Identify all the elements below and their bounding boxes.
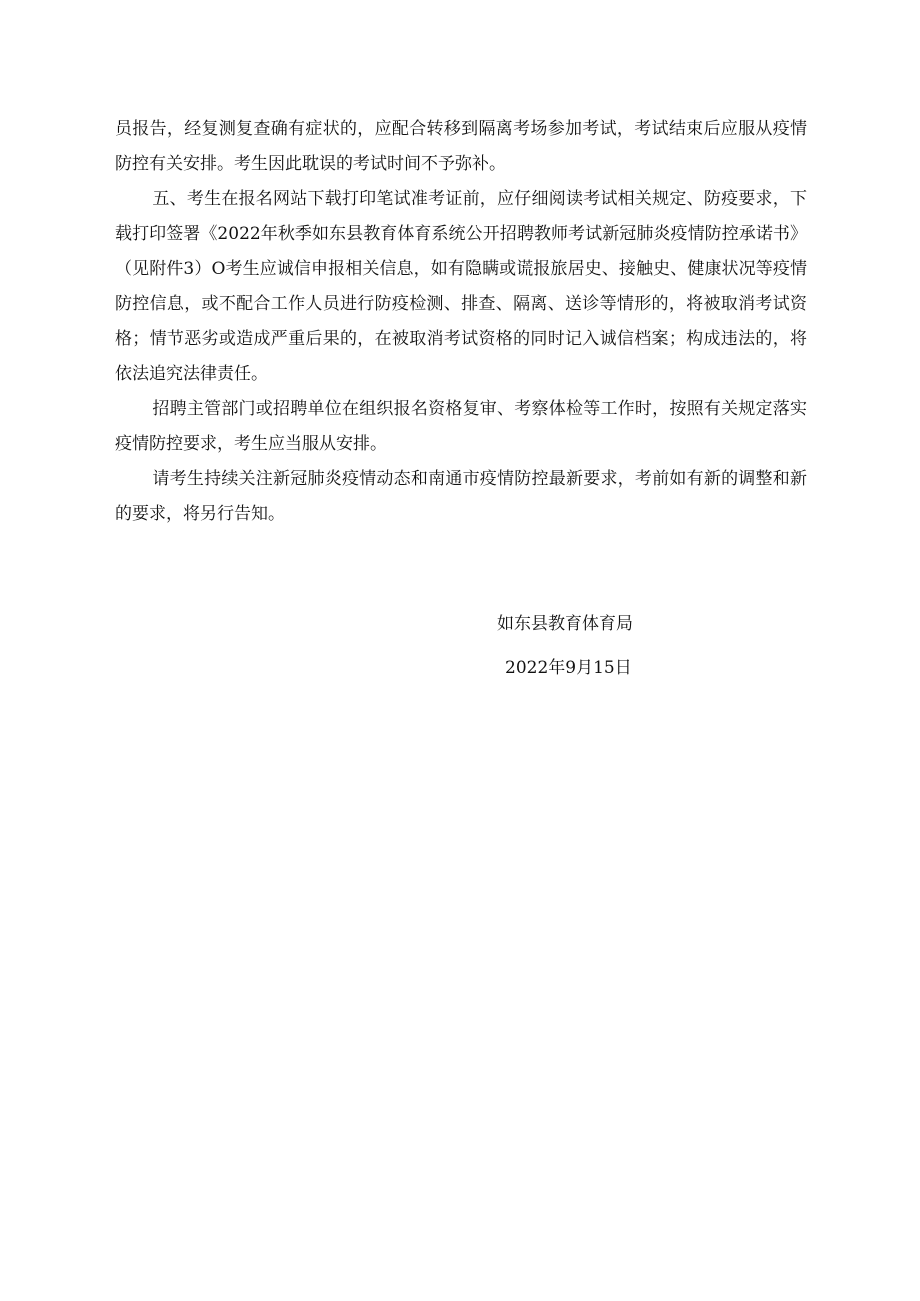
signature-date: 2022年9月15日 <box>505 658 632 678</box>
signature-organization: 如东县教育体育局 <box>497 614 633 634</box>
paragraph-item-five: 五、考生在报名网站下载打印笔试准考证前，应仔细阅读考试相关规定、防疫要求，下载打印签署《2022年秋季如东县教育体育系统公开招聘教师考试新冠肺炎疫情防控承诺书》（见附件3）O考生应诚信申报相关信息，如有隐瞒或谎报旅居史、接触史、健康状况等疫情防控信息，或不配合工作人员进行防疫检测、排查、隔离、送诊等情形的，将被取消考试资格；情节恶劣或造成严重后果的，在被取消考试资格的同时记入诚信档案；构成违法的，将依法追究法律责任。 <box>115 189 807 384</box>
paragraph-continuation: 员报告，经复测复查确有症状的，应配合转移到隔离考场参加考试，考试结束后应服从疫情防控有关安排。考生因此耽误的考试时间不予弥补。 <box>115 119 807 174</box>
signature-block <box>497 602 757 690</box>
document-body <box>115 112 807 532</box>
paragraph-recruitment-arrangement: 招聘主管部门或招聘单位在组织报名资格复审、考察体检等工作时，按照有关规定落实疫情防控要求，考生应当服从安排。 <box>115 399 807 454</box>
paragraph-notice: 请考生持续关注新冠肺炎疫情动态和南通市疫情防控最新要求，考前如有新的调整和新的要求，将另行告知。 <box>115 469 807 524</box>
